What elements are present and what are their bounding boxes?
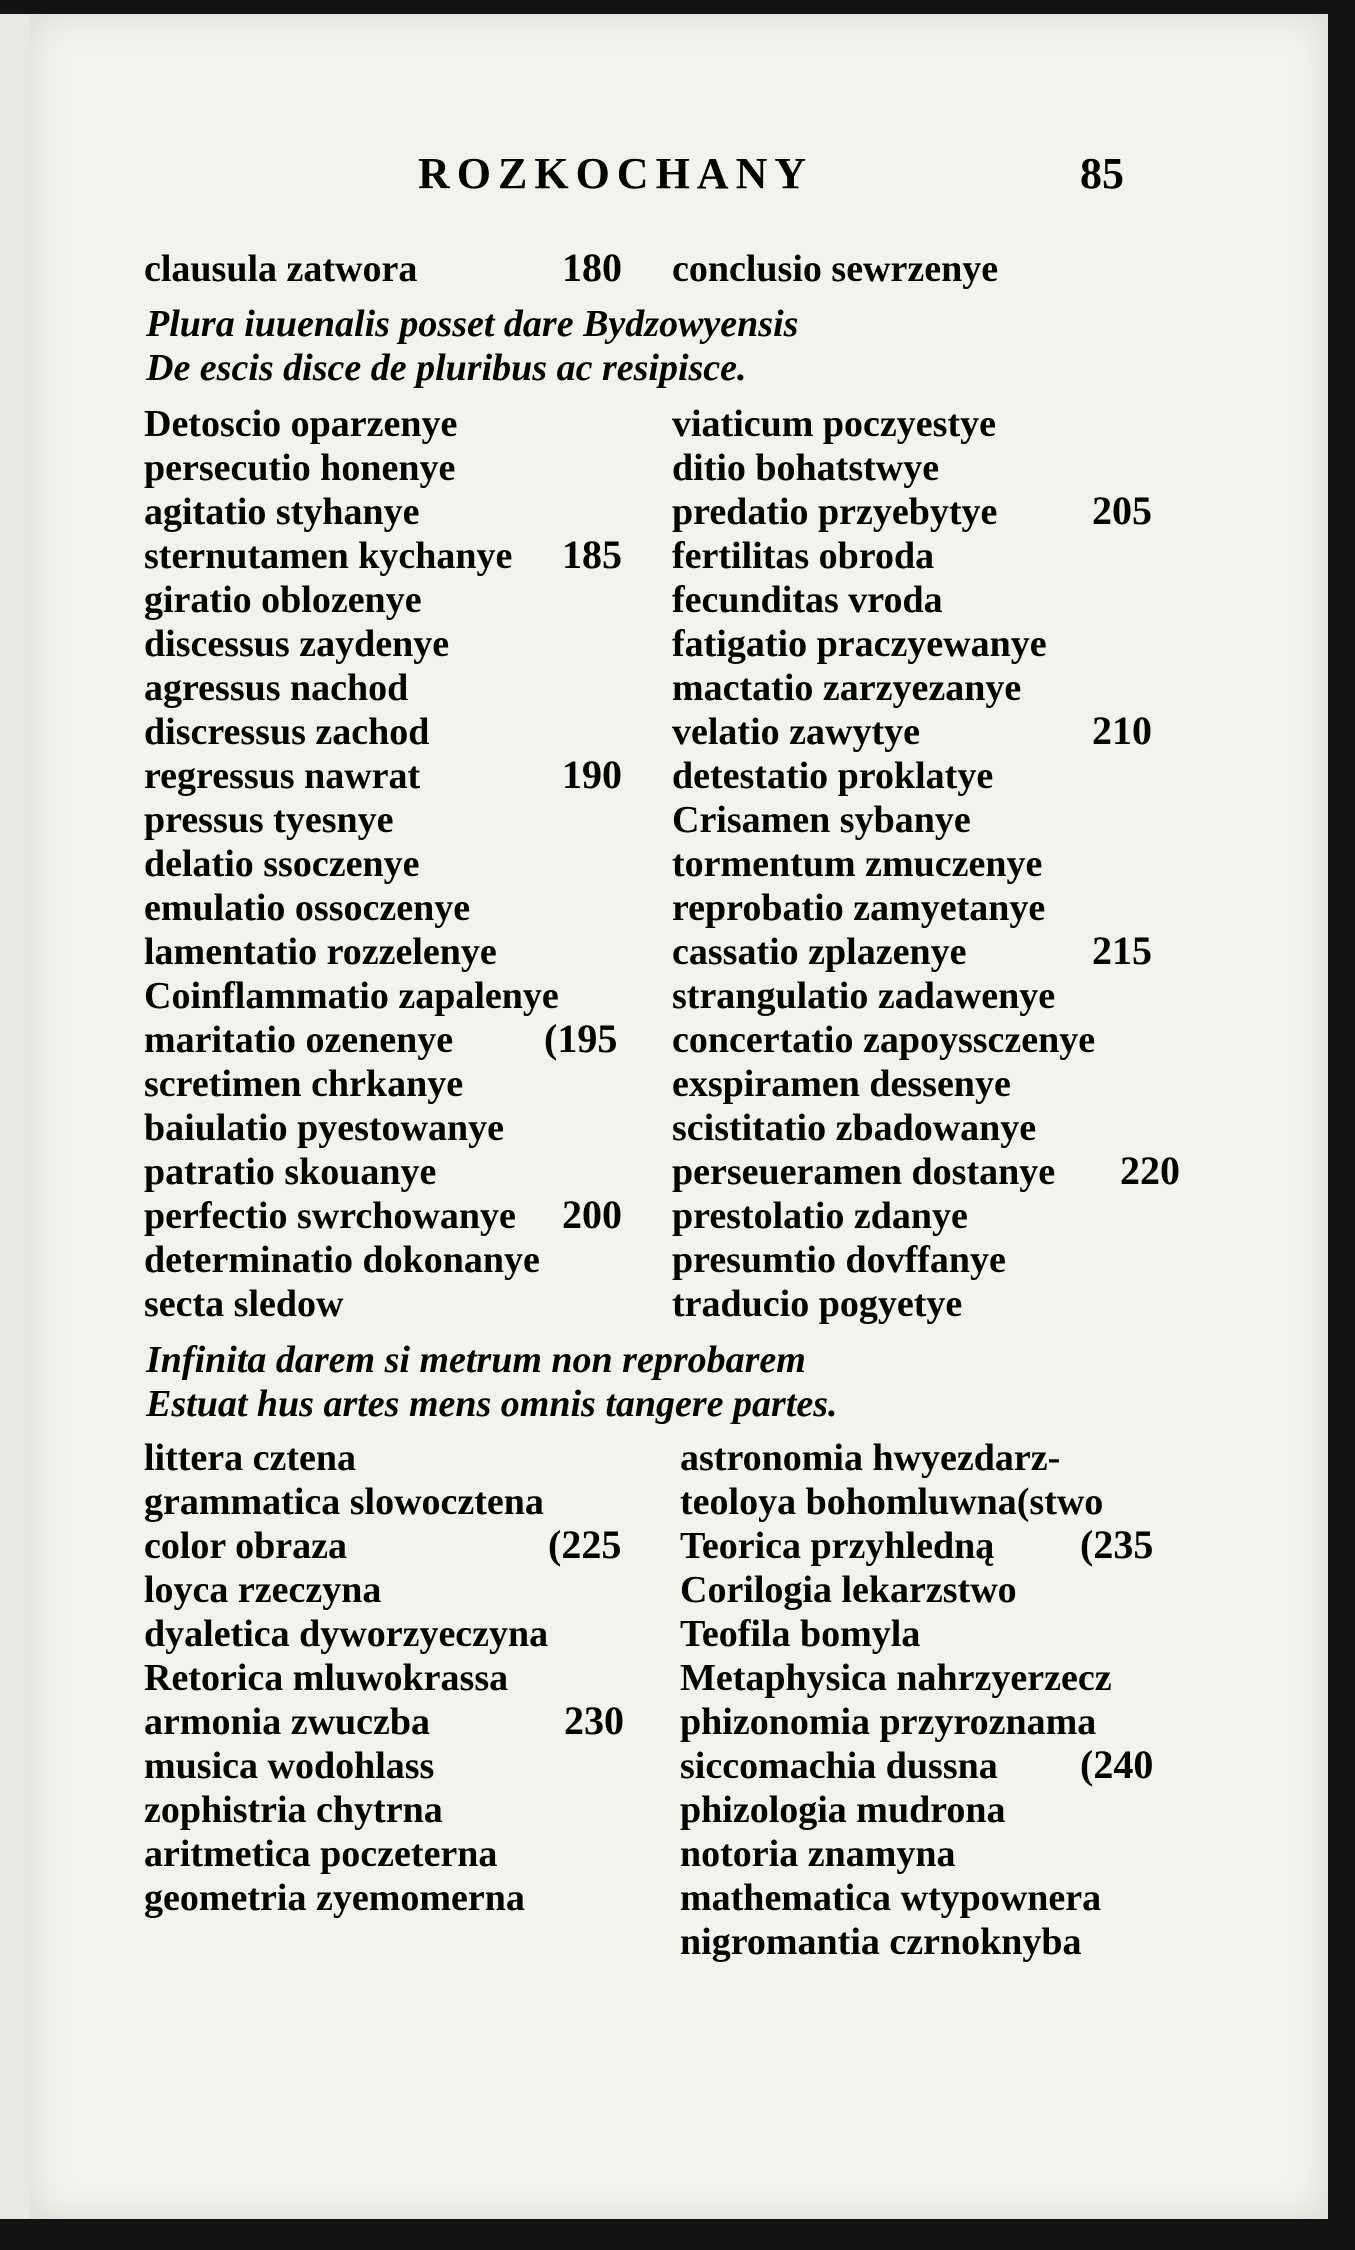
left-entry: armonia zwuczba xyxy=(144,1701,431,1743)
right-entry: Metaphysica nahrzyerzecz xyxy=(680,1657,1112,1699)
right-entry: traducio pogyetye xyxy=(672,1283,963,1325)
line-number-230: 230 xyxy=(564,1698,624,1743)
right-entry: teoloya bohomluwna(stwo xyxy=(680,1481,1104,1523)
line-number-205: 205 xyxy=(1092,488,1152,533)
right-entry: nigromantia czrnoknyba xyxy=(680,1921,1082,1963)
left-entry: emulatio ossoczenye xyxy=(144,887,471,929)
running-head: ROZKOCHANY xyxy=(418,149,814,198)
line-number-210: 210 xyxy=(1092,708,1152,753)
left-entry: Coinflammatio zapalenye xyxy=(144,975,559,1017)
right-entry: prestolatio zdanye xyxy=(672,1195,968,1237)
line-number-235: (235 xyxy=(1080,1522,1154,1567)
facing-page-edge xyxy=(0,14,32,2219)
page-number: 85 xyxy=(1080,149,1124,198)
top-pair-right: conclusio sewrzenye xyxy=(672,248,999,290)
right-entry: strangulatio zadawenye xyxy=(672,975,1056,1017)
right-entry: velatio zawytye xyxy=(672,711,920,753)
line-number-240: (240 xyxy=(1080,1742,1154,1787)
left-entry: agressus nachod xyxy=(144,667,409,709)
right-entry: mathematica wtypownera xyxy=(680,1877,1102,1919)
left-entry: geometria zyemomerna xyxy=(144,1877,525,1919)
top-pair-left: clausula zatwora xyxy=(144,248,418,290)
left-entry: dyaletica dyworzyeczyna xyxy=(144,1613,549,1655)
right-entry: phizonomia przyroznama xyxy=(680,1701,1097,1743)
right-entry: tormentum zmuczenye xyxy=(672,843,1043,885)
right-entry: fecunditas vroda xyxy=(672,579,943,621)
right-entry: siccomachia dussna xyxy=(680,1745,998,1787)
right-entry: predatio przyebytye xyxy=(672,491,998,533)
left-entry: patratio skouanye xyxy=(144,1151,437,1193)
line-number-195: (195 xyxy=(544,1016,618,1061)
line-number-185: 185 xyxy=(562,532,622,577)
left-entry: littera cztena xyxy=(144,1437,357,1479)
right-entry: Teorica przyhledną xyxy=(680,1525,995,1567)
left-entry: Retorica mluwokrassa xyxy=(144,1657,509,1699)
right-entry: notoria znamyna xyxy=(680,1833,956,1875)
right-entry: Crisamen sybanye xyxy=(672,799,971,841)
left-entry: discressus zachod xyxy=(144,711,430,753)
right-entry: cassatio zplazenye xyxy=(672,931,967,973)
line-number-220: 220 xyxy=(1120,1148,1180,1193)
right-entry: scistitatio zbadowanye xyxy=(672,1107,1037,1149)
left-entry: discessus zaydenye xyxy=(144,623,450,665)
left-entry: baiulatio pyestowanye xyxy=(144,1107,504,1149)
right-entry: fatigatio praczyewanye xyxy=(672,623,1047,665)
left-entry: aritmetica poczeterna xyxy=(144,1833,498,1875)
left-entry: loyca rzeczyna xyxy=(144,1569,382,1611)
right-entry: Corilogia lekarzstwo xyxy=(680,1569,1017,1611)
left-entry: lamentatio rozzelenye xyxy=(144,931,497,973)
left-entry: determinatio dokonanye xyxy=(144,1239,540,1281)
right-entry: concertatio zapoyssczenye xyxy=(672,1019,1096,1061)
verse-line: Estuat hus artes mens omnis tangere partes. xyxy=(146,1383,838,1425)
left-entry: maritatio ozenenye xyxy=(144,1019,454,1061)
line-number-215: 215 xyxy=(1092,928,1152,973)
verse-line: Plura iuuenalis posset dare Bydzowyensis xyxy=(146,303,799,345)
right-entry: fertilitas obroda xyxy=(672,535,935,577)
left-entry: pressus tyesnye xyxy=(144,799,394,841)
left-entry: scretimen chrkanye xyxy=(144,1063,464,1105)
left-entry: agitatio styhanye xyxy=(144,491,420,533)
right-entry: viaticum poczyestye xyxy=(672,403,996,445)
left-entry: delatio ssoczenye xyxy=(144,843,420,885)
right-entry: mactatio zarzyezanye xyxy=(672,667,1022,709)
left-entry: giratio oblozenye xyxy=(144,579,422,621)
right-entry: astronomia hwyezdarz- xyxy=(680,1437,1061,1479)
left-entry: persecutio honenye xyxy=(144,447,456,489)
left-entry: grammatica slowocztena xyxy=(144,1481,544,1523)
right-entry: reprobatio zamyetanye xyxy=(672,887,1046,929)
line-number-180: 180 xyxy=(562,245,622,290)
left-entry: zophistria chytrna xyxy=(144,1789,443,1831)
left-entry: sternutamen kychanye xyxy=(144,535,513,577)
left-entry: secta sledow xyxy=(144,1283,344,1325)
left-entry: Detoscio oparzenye xyxy=(144,403,458,445)
left-entry: perfectio swrchowanye xyxy=(144,1195,516,1237)
left-entry: color obraza xyxy=(144,1525,347,1567)
right-entry: Teofila bomyla xyxy=(680,1613,921,1655)
line-number-225: (225 xyxy=(548,1522,622,1567)
right-entry: exspiramen dessenye xyxy=(672,1063,1011,1105)
line-number-190: 190 xyxy=(562,752,622,797)
left-entry: regressus nawrat xyxy=(144,755,421,797)
right-entry: presumtio dovffanye xyxy=(672,1239,1006,1281)
right-entry: phizologia mudrona xyxy=(680,1789,1006,1831)
right-entry: detestatio proklatye xyxy=(672,755,994,797)
line-number-200: 200 xyxy=(562,1192,622,1237)
right-entry: perseueramen dostanye xyxy=(672,1151,1056,1193)
right-entry: ditio bohatstwye xyxy=(672,447,940,489)
verse-line: De escis disce de pluribus ac resipisce. xyxy=(146,347,747,389)
verse-line: Infinita darem si metrum non reprobarem xyxy=(146,1339,806,1381)
left-entry: musica wodohlass xyxy=(144,1745,435,1787)
